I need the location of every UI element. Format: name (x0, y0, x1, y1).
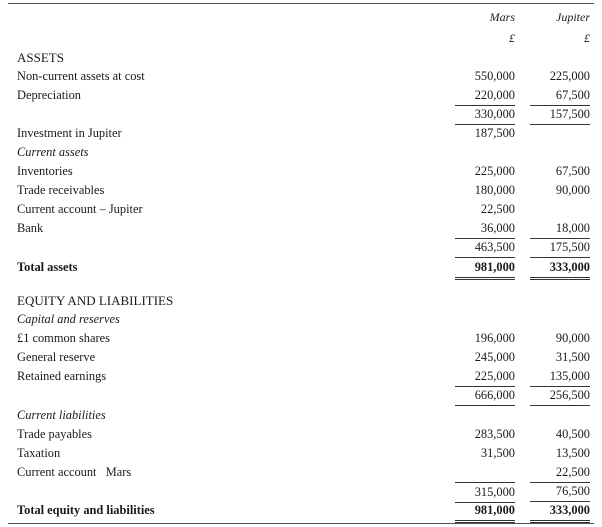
jupiter-value: 135,000 (530, 367, 590, 387)
mars-value: 225,000 (474, 164, 515, 178)
row-label: Taxation (17, 446, 61, 460)
jupiter-value: 67,500 (555, 164, 590, 178)
mars-value: 196,000 (474, 331, 515, 345)
jupiter-value: 90,000 (555, 183, 590, 197)
subheading: Current assets (17, 145, 89, 159)
row-label: £1 common shares (17, 331, 110, 345)
table-row (0, 348, 602, 367)
jupiter-total: 333,000 (530, 501, 590, 523)
jupiter-value: 18,000 (530, 219, 590, 239)
row-label: Inventories (17, 164, 73, 178)
row-label: Investment in Jupiter (17, 126, 122, 140)
jupiter-value: 67,500 (530, 86, 590, 106)
mars-value: 225,000 (455, 367, 515, 387)
subtotal-row (0, 105, 602, 124)
row-label: Non-current assets at cost (17, 69, 145, 83)
jupiter-value: 13,500 (555, 446, 590, 460)
jupiter-subtotal: 175,500 (530, 238, 590, 258)
table-row (0, 367, 602, 386)
subheading: Current liabilities (17, 408, 106, 422)
mars-value: 180,000 (474, 183, 515, 197)
total-equity-row (0, 501, 602, 520)
table-row (0, 463, 602, 482)
bottom-rule (8, 523, 594, 524)
subtotal-row (0, 386, 602, 405)
mars-subtotal: 330,000 (455, 105, 515, 125)
mars-total: 981,000 (455, 501, 515, 523)
currency-row (0, 29, 602, 48)
table-row (0, 86, 602, 105)
mars-value: 283,500 (474, 427, 515, 441)
mars-subtotal: 463,500 (455, 238, 515, 258)
table-row (0, 181, 602, 200)
mars-value: 31,500 (480, 446, 515, 460)
subheading-row (0, 406, 602, 425)
row-equity-heading (0, 291, 602, 310)
table-row (0, 219, 602, 238)
total-assets-row (0, 258, 602, 277)
mars-value: 22,500 (480, 202, 515, 216)
currency-mars: £ (509, 31, 515, 45)
section-heading: ASSETS (17, 50, 64, 65)
column-header-row (0, 8, 602, 27)
mars-total: 981,000 (455, 258, 515, 280)
total-label: Total equity and liabilities (17, 503, 155, 517)
table-row (0, 425, 602, 444)
mars-value: 220,000 (455, 86, 515, 106)
jupiter-subtotal: 256,500 (530, 386, 590, 406)
mars-value: 245,000 (474, 350, 515, 364)
jupiter-value: 90,000 (555, 331, 590, 345)
total-label: Total assets (17, 260, 78, 274)
column-header-mars: Mars (489, 10, 515, 24)
jupiter-subtotal: 76,500 (530, 482, 590, 502)
mars-value: 36,000 (455, 219, 515, 239)
jupiter-subtotal: 157,500 (530, 105, 590, 125)
row-label: Current account – Jupiter (17, 202, 143, 216)
jupiter-value: 22,500 (530, 463, 590, 483)
mars-value: 550,000 (474, 69, 515, 83)
subheading-row (0, 310, 602, 329)
table-row (0, 444, 602, 463)
row-label: General reserve (17, 350, 96, 364)
table-row (0, 200, 602, 219)
row-label: Trade payables (17, 427, 92, 441)
jupiter-value: 31,500 (555, 350, 590, 364)
table-row (0, 162, 602, 181)
jupiter-total: 333,000 (530, 258, 590, 280)
row-label: Bank (17, 221, 44, 235)
currency-jupiter: £ (584, 31, 590, 45)
row-assets-heading (0, 48, 602, 67)
row-label: Current account Mars (17, 465, 132, 479)
row-label: Retained earnings (17, 369, 107, 383)
subtotal-row (0, 482, 602, 501)
column-header-jupiter: Jupiter (556, 10, 590, 24)
jupiter-value: 40,500 (555, 427, 590, 441)
table-row (0, 124, 602, 143)
mars-subtotal: 315,000 (455, 482, 515, 503)
section-heading: EQUITY AND LIABILITIES (17, 293, 174, 308)
mars-subtotal: 666,000 (455, 386, 515, 406)
table-row (0, 67, 602, 86)
jupiter-value: 225,000 (549, 69, 590, 83)
row-label: Trade receivables (17, 183, 105, 197)
table-row (0, 329, 602, 348)
subtotal-row (0, 238, 602, 257)
mars-value: 187,500 (474, 126, 515, 140)
subheading: Capital and reserves (17, 312, 120, 326)
subheading-row (0, 143, 602, 162)
row-label: Depreciation (17, 88, 81, 102)
top-rule (8, 3, 594, 4)
